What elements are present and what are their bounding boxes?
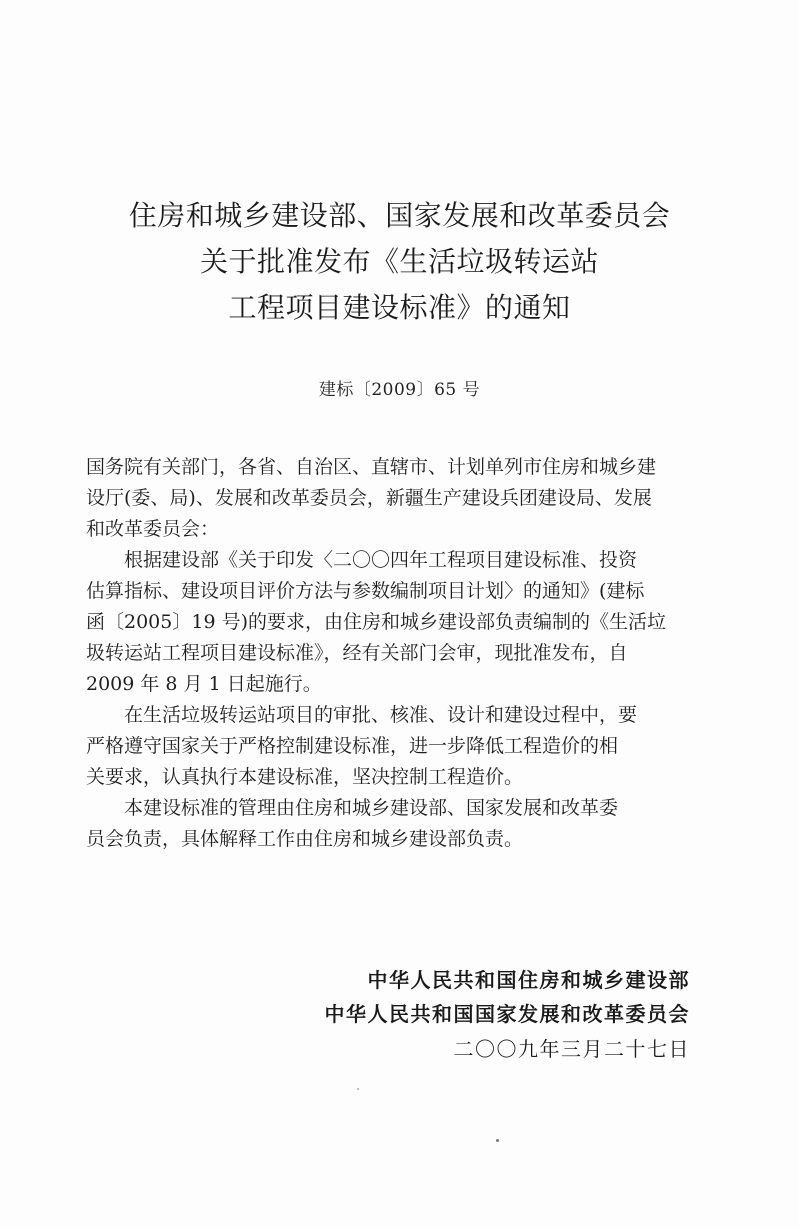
text-line: 严格遵守国家关于严格控制建设标准，进一步降低工程造价的相	[86, 735, 619, 757]
scan-speck	[357, 1088, 359, 1090]
signature-block	[0, 963, 690, 1067]
text-line: 员会负责，具体解释工作由住房和城乡建设部负责。	[86, 828, 524, 850]
title-line-2: 关于批准发布《生活垃圾转运站	[199, 245, 599, 278]
text-line: 函〔2005〕19 号)的要求，由住房和城乡建设部负责编制的《生活垃	[86, 611, 666, 633]
notice-title	[0, 193, 799, 331]
text-line: 圾转运站工程项目建设标准》，经有关部门会审，现批准发布，自	[86, 642, 628, 664]
title-line-3: 工程项目建设标准》的通知	[228, 291, 571, 324]
body-paragraph-2	[86, 700, 736, 793]
body-paragraph-1	[86, 545, 736, 700]
issuer-1: 中华人民共和国住房和城乡建设部	[367, 968, 690, 992]
text-line: 在生活垃圾转运站项目的审批、核准、设计和建设过程中，要	[124, 704, 638, 726]
title-line-1: 住房和城乡建设部、国家发展和改革委员会	[128, 199, 671, 232]
addressee-paragraph	[86, 452, 736, 545]
issuer-2: 中华人民共和国国家发展和改革委员会	[324, 1002, 690, 1026]
text-line: 国务院有关部门，各省、自治区、直辖市、计划单列市住房和城乡建	[86, 456, 657, 478]
scan-speck	[496, 1139, 499, 1142]
text-line: 根据建设部《关于印发〈二〇〇四年工程项目建设标准、投资	[124, 549, 638, 571]
document-number: 建标〔2009〕65 号	[318, 380, 481, 400]
text-line: 设厅(委、局)、发展和改革委员会，新疆生产建设兵团建设局、发展	[86, 487, 652, 509]
text-line: 估算指标、建设项目评价方法与参数编制项目计划〉的通知》(建标	[86, 580, 645, 602]
text-line: 本建设标准的管理由住房和城乡建设部、国家发展和改革委	[124, 797, 619, 819]
body-paragraph-3	[86, 793, 736, 855]
notice-body	[86, 452, 736, 855]
text-line: 关要求，认真执行本建设标准，坚决控制工程造价。	[86, 766, 524, 788]
text-line: 和改革委员会：	[86, 518, 220, 540]
issue-date: 二〇〇九年三月二十七日	[453, 1037, 690, 1061]
text-line: 2009 年 8 月 1 日起施行。	[86, 673, 322, 695]
